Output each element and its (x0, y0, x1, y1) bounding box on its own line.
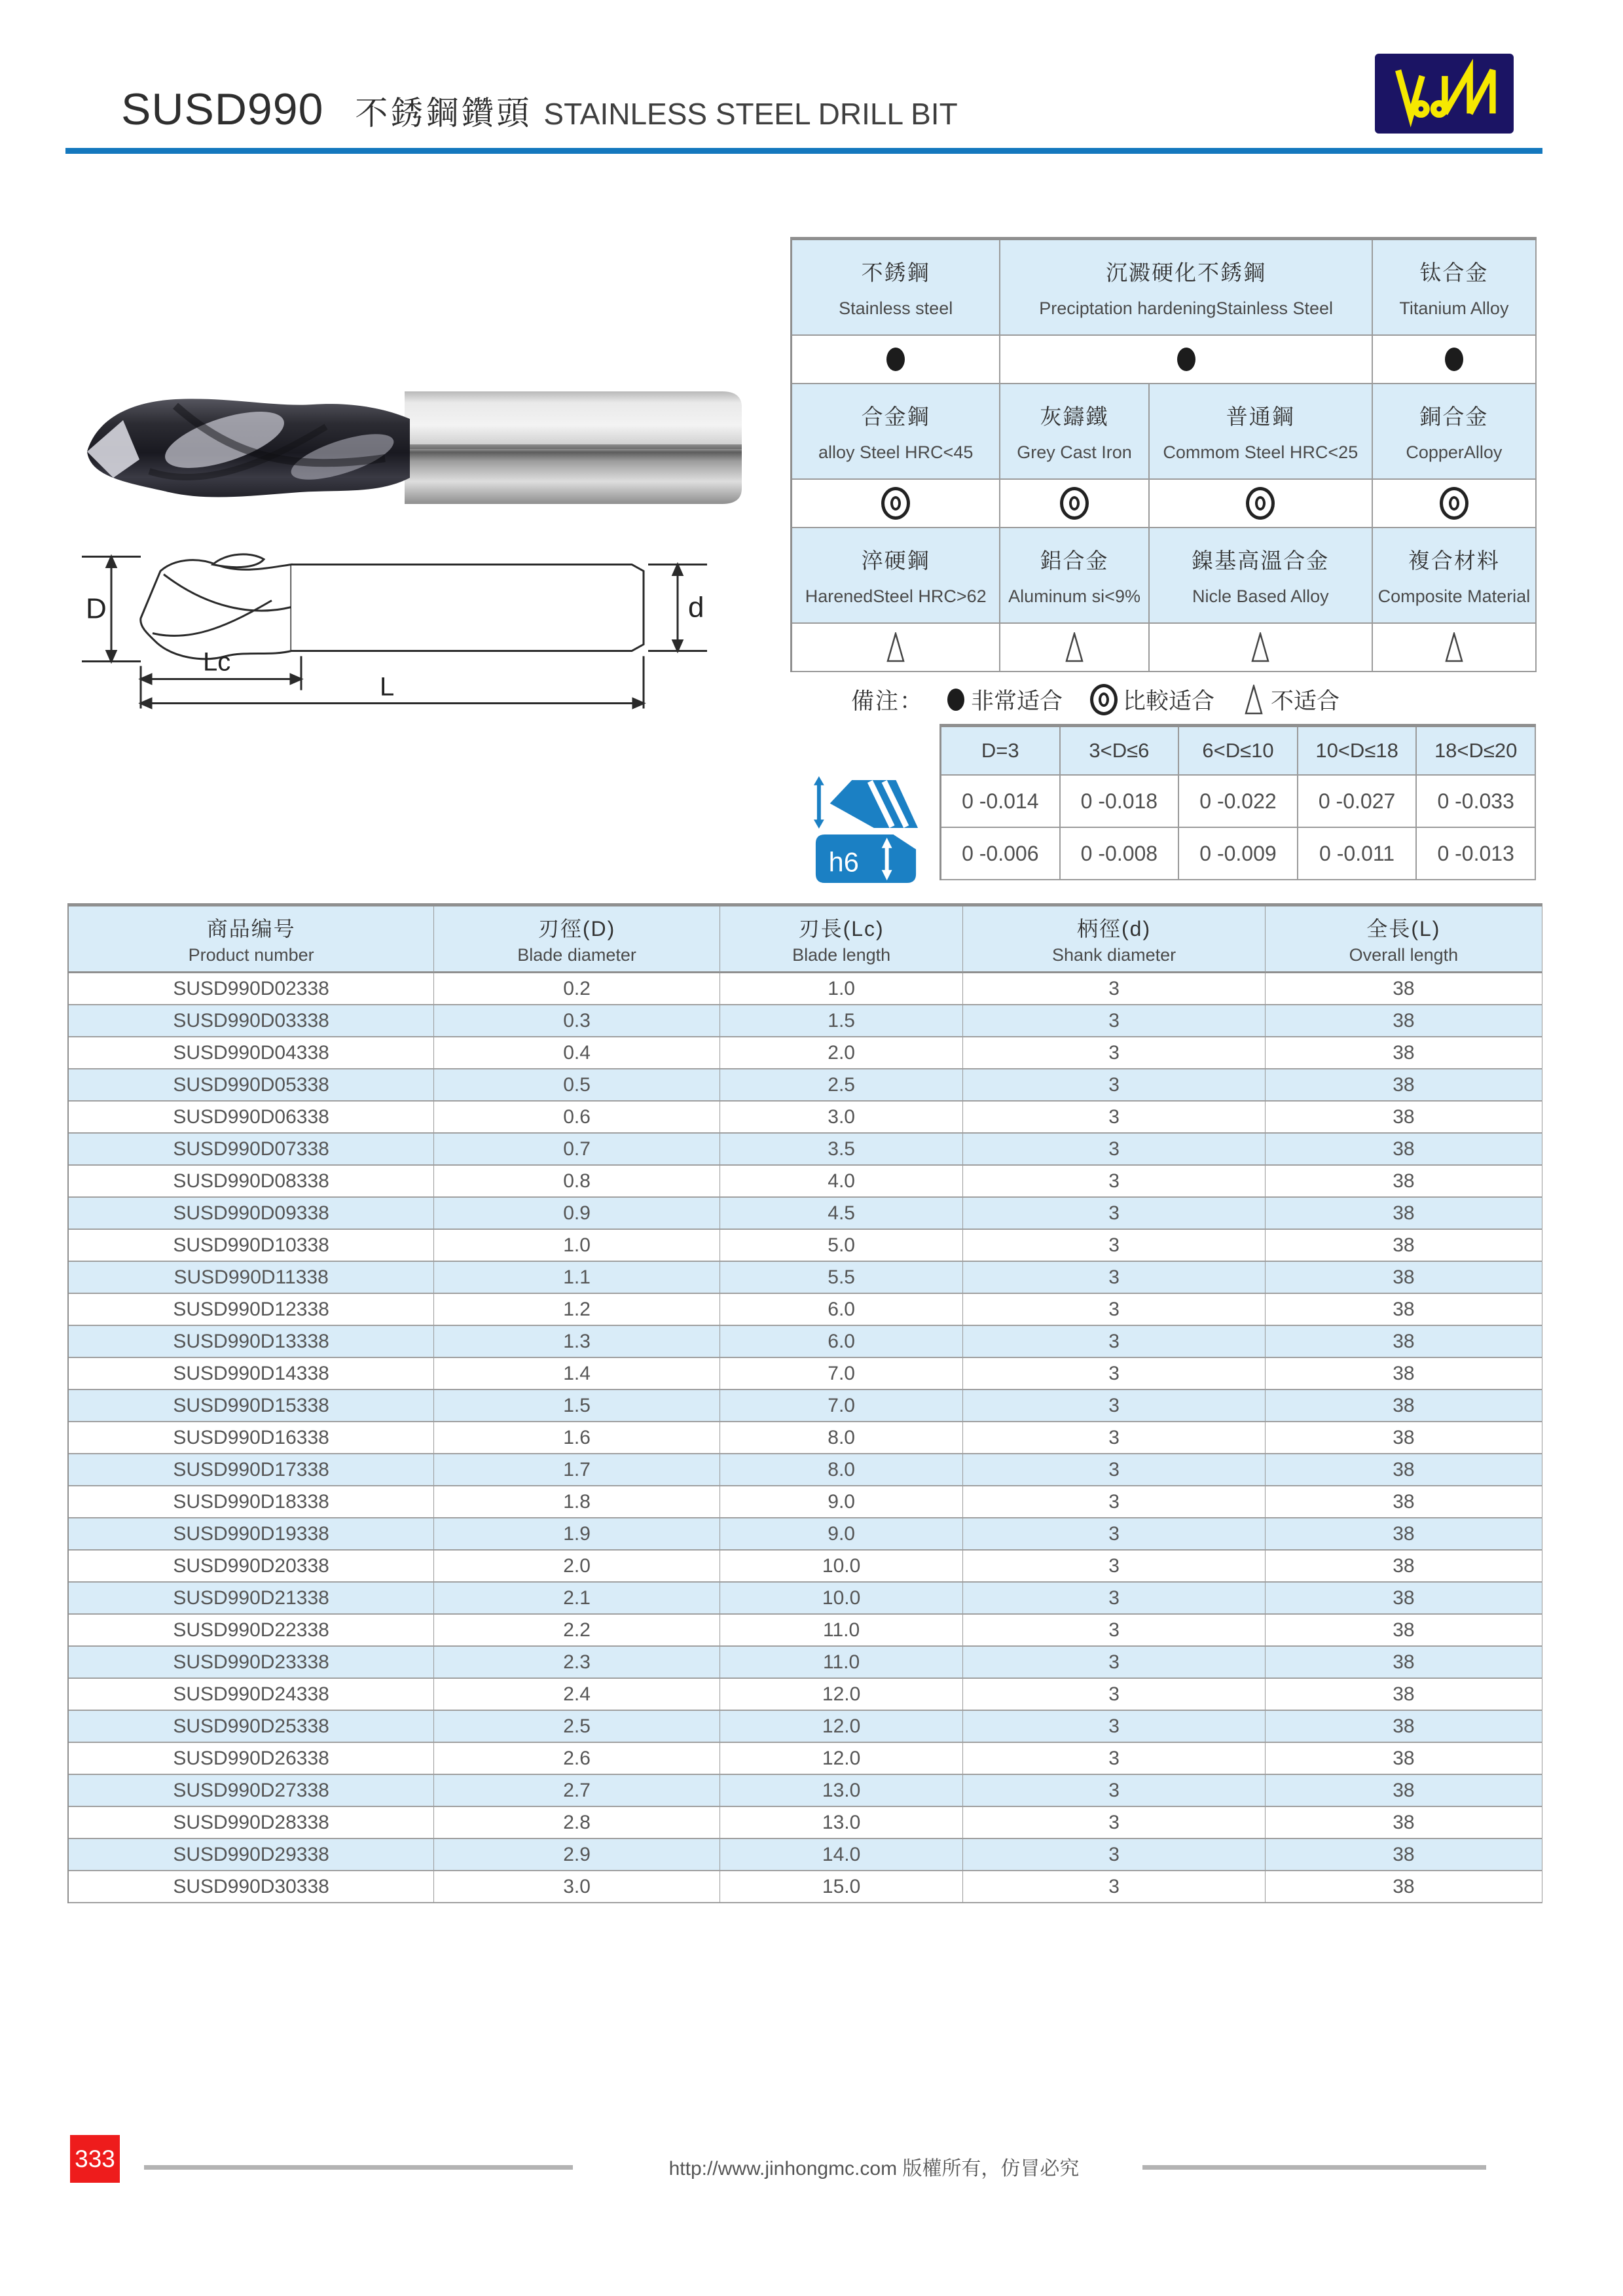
product-number-cell: SUSD990D26338 (69, 1743, 434, 1775)
product-value-cell: 3 (963, 1647, 1265, 1679)
triangle-symbol (1249, 632, 1272, 662)
column-title-en: Product number (188, 944, 314, 965)
tolerance-header-cell: 18<D≤20 (1417, 727, 1536, 776)
material-name-en: Commom Steel HRC<25 (1163, 442, 1359, 462)
column-title-en: Blade diameter (517, 944, 636, 965)
product-value-cell: 3 (963, 1005, 1265, 1037)
product-number-cell: SUSD990D22338 (69, 1615, 434, 1647)
dim-label-D: D (86, 592, 107, 625)
tolerance-value-cell: 0 -0.018 (1061, 776, 1180, 828)
product-value-cell: 38 (1266, 1358, 1542, 1390)
product-number-cell: SUSD990D08338 (69, 1166, 434, 1198)
product-number-cell: SUSD990D07338 (69, 1134, 434, 1166)
material-header-cell (792, 240, 1000, 336)
material-header-cell (1150, 384, 1373, 480)
product-value-cell: 10.0 (720, 1583, 963, 1615)
product-value-cell: 0.8 (434, 1166, 720, 1198)
product-number-cell: SUSD990D12338 (69, 1294, 434, 1326)
material-name-en: Composite Material (1377, 586, 1531, 606)
product-number-cell: SUSD990D18338 (69, 1486, 434, 1518)
legend-item-label: 比較适合 (1123, 689, 1215, 714)
product-value-cell: 12.0 (720, 1711, 963, 1743)
product-value-cell: 38 (1266, 1390, 1542, 1422)
product-value-cell: 0.7 (434, 1134, 720, 1166)
product-value-cell: 3 (963, 1807, 1265, 1839)
product-value-cell: 38 (1266, 1422, 1542, 1454)
dimension-diagram (75, 543, 730, 710)
product-value-cell: 12.0 (720, 1743, 963, 1775)
product-number-cell: SUSD990D15338 (69, 1390, 434, 1422)
product-number-cell: SUSD990D27338 (69, 1775, 434, 1807)
product-value-cell: 38 (1266, 1037, 1542, 1069)
material-name-en: Titanium Alloy (1399, 298, 1509, 318)
product-number-cell: SUSD990D16338 (69, 1422, 434, 1454)
material-name-zh: 複合材料 (1408, 548, 1500, 573)
material-name-zh: 灰鑄鐵 (1040, 404, 1109, 429)
product-value-cell: 3.0 (434, 1871, 720, 1903)
dim-label-Lc: Lc (203, 647, 231, 677)
product-value-cell: 7.0 (720, 1358, 963, 1390)
material-suitability-cell (792, 624, 1000, 672)
product-value-cell: 38 (1266, 1743, 1542, 1775)
double-circle-symbol (1060, 487, 1089, 520)
product-number-cell: SUSD990D28338 (69, 1807, 434, 1839)
product-value-cell: 38 (1266, 1551, 1542, 1583)
product-value-cell: 10.0 (720, 1551, 963, 1583)
product-value-cell: 2.9 (434, 1839, 720, 1871)
material-name-en: Preciptation hardeningStainless Steel (1039, 298, 1333, 318)
product-value-cell: 5.5 (720, 1262, 963, 1294)
product-value-cell: 3.5 (720, 1134, 963, 1166)
product-value-cell: 14.0 (720, 1839, 963, 1871)
material-name-zh: 不銹鋼 (861, 260, 930, 285)
material-suitability-cell (1000, 480, 1149, 528)
product-value-cell: 2.4 (434, 1679, 720, 1711)
product-value-cell: 2.0 (434, 1551, 720, 1583)
product-table-header-cell (1266, 906, 1542, 973)
product-value-cell: 38 (1266, 1679, 1542, 1711)
material-suitability-cell (1150, 624, 1373, 672)
product-value-cell: 38 (1266, 1647, 1542, 1679)
h6-label: h6 (828, 846, 859, 878)
suitability-legend (851, 679, 1367, 720)
product-value-cell: 38 (1266, 1775, 1542, 1807)
product-value-cell: 11.0 (720, 1615, 963, 1647)
product-value-cell: 38 (1266, 973, 1542, 1005)
product-value-cell: 3 (963, 1422, 1265, 1454)
product-number-cell: SUSD990D25338 (69, 1711, 434, 1743)
product-value-cell: 38 (1266, 1230, 1542, 1262)
page-number-badge (70, 2135, 120, 2183)
column-title-zh: 商品编号 (206, 917, 296, 941)
legend-item (1090, 683, 1214, 716)
material-name-zh: 沉澱硬化不銹鋼 (1106, 260, 1267, 285)
product-value-cell: 38 (1266, 1615, 1542, 1647)
product-number-cell: SUSD990D21338 (69, 1583, 434, 1615)
tolerance-table (939, 724, 1536, 880)
product-number-cell: SUSD990D24338 (69, 1679, 434, 1711)
material-header-cell (792, 384, 1000, 480)
tolerance-value-cell: 0 -0.008 (1061, 828, 1180, 880)
product-number-cell: SUSD990D03338 (69, 1005, 434, 1037)
product-value-cell: 8.0 (720, 1422, 963, 1454)
legend-item (1242, 683, 1340, 716)
material-header-cell (792, 528, 1000, 624)
tolerance-value-cell: 0 -0.027 (1298, 776, 1417, 828)
product-number-cell: SUSD990D20338 (69, 1551, 434, 1583)
product-value-cell: 3 (963, 1326, 1265, 1358)
material-header-cell (1373, 528, 1537, 624)
product-value-cell: 38 (1266, 1262, 1542, 1294)
column-title-zh: 全長(L) (1366, 917, 1441, 941)
product-value-cell: 38 (1266, 1198, 1542, 1230)
tolerance-value-cell: 0 -0.022 (1179, 776, 1298, 828)
product-table (67, 903, 1542, 1903)
filled-circle-symbol (1445, 348, 1463, 371)
product-number-cell: SUSD990D30338 (69, 1871, 434, 1903)
material-header-cell (1150, 528, 1373, 624)
product-value-cell: 0.2 (434, 973, 720, 1005)
tolerance-header-cell: 6<D≤10 (1179, 727, 1298, 776)
product-value-cell: 38 (1266, 1711, 1542, 1743)
double-circle-symbol (1440, 487, 1468, 520)
product-value-cell: 38 (1266, 1486, 1542, 1518)
product-value-cell: 0.5 (434, 1069, 720, 1102)
product-value-cell: 1.9 (434, 1518, 720, 1551)
product-value-cell: 12.0 (720, 1679, 963, 1711)
material-name-zh: 普通鋼 (1226, 404, 1295, 429)
product-value-cell: 0.9 (434, 1198, 720, 1230)
product-value-cell: 1.7 (434, 1454, 720, 1486)
product-table-header-cell (720, 906, 963, 973)
legend-item (947, 683, 1063, 716)
product-value-cell: 2.6 (434, 1743, 720, 1775)
material-suitability-cell (1000, 624, 1149, 672)
product-table-header-cell (434, 906, 720, 973)
product-number-cell: SUSD990D04338 (69, 1037, 434, 1069)
tolerance-header-cell: 3<D≤6 (1061, 727, 1180, 776)
product-value-cell: 3 (963, 1518, 1265, 1551)
product-value-cell: 13.0 (720, 1775, 963, 1807)
legend-item-label: 不适合 (1271, 689, 1340, 714)
product-value-cell: 3 (963, 1711, 1265, 1743)
tolerance-value-cell: 0 -0.011 (1298, 828, 1417, 880)
material-name-en: Nicle Based Alloy (1192, 586, 1329, 606)
product-value-cell: 38 (1266, 1326, 1542, 1358)
page-title (121, 84, 958, 135)
product-value-cell: 3 (963, 1615, 1265, 1647)
product-table-header-cell (963, 906, 1265, 973)
tolerance-header-cell: 10<D≤18 (1298, 727, 1417, 776)
filled-circle-symbol (947, 689, 964, 711)
product-number-cell: SUSD990D14338 (69, 1358, 434, 1390)
product-value-cell: 1.2 (434, 1294, 720, 1326)
product-number-cell: SUSD990D29338 (69, 1839, 434, 1871)
product-number-cell: SUSD990D02338 (69, 973, 434, 1005)
product-value-cell: 4.0 (720, 1166, 963, 1198)
header-divider (65, 148, 1542, 154)
product-value-cell: 9.0 (720, 1486, 963, 1518)
product-value-cell: 38 (1266, 1583, 1542, 1615)
product-number-cell: SUSD990D09338 (69, 1198, 434, 1230)
product-value-cell: 3 (963, 1679, 1265, 1711)
product-value-cell: 6.0 (720, 1294, 963, 1326)
product-value-cell: 1.5 (720, 1005, 963, 1037)
triangle-symbol (1063, 632, 1086, 662)
product-value-cell: 6.0 (720, 1326, 963, 1358)
product-value-cell: 3 (963, 1775, 1265, 1807)
tolerance-header-cell: D=3 (941, 727, 1061, 776)
material-header-cell (1373, 240, 1537, 336)
shank-h6-icon (810, 831, 922, 886)
product-value-cell: 38 (1266, 1102, 1542, 1134)
material-name-en: alloy Steel HRC<45 (818, 442, 974, 462)
product-number-cell: SUSD990D19338 (69, 1518, 434, 1551)
filled-circle-symbol (1177, 348, 1195, 371)
product-value-cell: 1.0 (434, 1230, 720, 1262)
product-title-en: STAINLESS STEEL DRILL BIT (543, 97, 958, 131)
triangle-symbol (1242, 685, 1266, 715)
product-value-cell: 2.3 (434, 1647, 720, 1679)
double-circle-symbol (881, 487, 910, 520)
column-title-zh: 刃徑(D) (538, 917, 616, 941)
product-value-cell: 3 (963, 1069, 1265, 1102)
product-value-cell: 3 (963, 1486, 1265, 1518)
product-value-cell: 2.2 (434, 1615, 720, 1647)
product-value-cell: 2.0 (720, 1037, 963, 1069)
copyright-text: http://www.jinhongmc.com 版權所有，仿冒必究 (668, 2158, 1080, 2179)
material-header-cell (1000, 240, 1372, 336)
product-value-cell: 0.3 (434, 1005, 720, 1037)
product-value-cell: 38 (1266, 1166, 1542, 1198)
product-value-cell: 1.6 (434, 1422, 720, 1454)
product-value-cell: 13.0 (720, 1807, 963, 1839)
product-title-zh: 不銹鋼鑽頭 (355, 95, 532, 132)
material-suitability-cell (1000, 336, 1372, 384)
material-header-cell (1000, 384, 1149, 480)
column-title-en: Overall length (1349, 944, 1459, 965)
tolerance-value-cell: 0 -0.014 (941, 776, 1061, 828)
product-value-cell: 0.6 (434, 1102, 720, 1134)
material-suitability-table (790, 237, 1537, 672)
material-name-zh: 钛合金 (1419, 260, 1489, 285)
triangle-symbol (1442, 632, 1466, 662)
material-header-cell (1373, 384, 1537, 480)
material-name-zh: 淬硬鋼 (861, 548, 930, 573)
product-value-cell: 7.0 (720, 1390, 963, 1422)
model-number: SUSD990 (121, 84, 324, 134)
tolerance-value-cell: 0 -0.006 (941, 828, 1061, 880)
material-name-en: HarenedSteel HRC>62 (805, 586, 987, 606)
product-value-cell: 3 (963, 1262, 1265, 1294)
legend-label: 備注： (851, 689, 924, 714)
material-suitability-cell (1373, 624, 1537, 672)
product-value-cell: 9.0 (720, 1518, 963, 1551)
product-value-cell: 3 (963, 1102, 1265, 1134)
product-value-cell: 3 (963, 1230, 1265, 1262)
product-number-cell: SUSD990D11338 (69, 1262, 434, 1294)
product-value-cell: 38 (1266, 1871, 1542, 1903)
product-value-cell: 3 (963, 1871, 1265, 1903)
product-value-cell: 38 (1266, 1134, 1542, 1166)
product-value-cell: 8.0 (720, 1454, 963, 1486)
product-value-cell: 2.1 (434, 1583, 720, 1615)
material-name-en: Grey Cast Iron (1017, 442, 1132, 462)
material-name-en: Aluminum si<9% (1008, 586, 1140, 606)
product-value-cell: 3 (963, 1390, 1265, 1422)
product-value-cell: 3 (963, 1358, 1265, 1390)
material-header-cell (1000, 528, 1149, 624)
product-value-cell: 38 (1266, 1454, 1542, 1486)
column-title-zh: 刃長(Lc) (798, 917, 884, 941)
product-value-cell: 2.7 (434, 1775, 720, 1807)
footer-divider-left (144, 2165, 573, 2170)
drill-bit-photo (77, 380, 752, 517)
product-value-cell: 3 (963, 1037, 1265, 1069)
product-number-cell: SUSD990D13338 (69, 1326, 434, 1358)
material-name-zh: 鋁合金 (1040, 548, 1109, 573)
product-value-cell: 11.0 (720, 1647, 963, 1679)
material-suitability-cell (1150, 480, 1373, 528)
triangle-symbol (884, 632, 907, 662)
material-suitability-cell (1373, 480, 1537, 528)
brand-logo (1375, 54, 1514, 134)
material-name-zh: 銅合金 (1419, 404, 1489, 429)
blade-tolerance-icon (810, 775, 922, 830)
product-value-cell: 1.5 (434, 1390, 720, 1422)
product-value-cell: 38 (1266, 1069, 1542, 1102)
product-value-cell: 3 (963, 1551, 1265, 1583)
footer-divider-right (1142, 2165, 1486, 2170)
column-title-en: Shank diameter (1052, 944, 1176, 965)
product-value-cell: 3 (963, 973, 1265, 1005)
product-value-cell: 3 (963, 1839, 1265, 1871)
product-number-cell: SUSD990D10338 (69, 1230, 434, 1262)
product-number-cell: SUSD990D06338 (69, 1102, 434, 1134)
product-table-header-cell (69, 906, 434, 973)
product-value-cell: 2.5 (434, 1711, 720, 1743)
product-value-cell: 15.0 (720, 1871, 963, 1903)
product-value-cell: 38 (1266, 1807, 1542, 1839)
product-value-cell: 1.3 (434, 1326, 720, 1358)
tolerance-value-cell: 0 -0.033 (1417, 776, 1536, 828)
legend-item-label: 非常适合 (971, 689, 1063, 714)
material-name-zh: 鎳基高溫合金 (1192, 548, 1330, 573)
product-value-cell: 0.4 (434, 1037, 720, 1069)
filled-circle-symbol (886, 348, 905, 371)
product-value-cell: 3 (963, 1743, 1265, 1775)
material-suitability-cell (792, 336, 1000, 384)
brand-logo-icon (1380, 59, 1508, 128)
product-value-cell: 5.0 (720, 1230, 963, 1262)
product-value-cell: 38 (1266, 1839, 1542, 1871)
page-number: 333 (75, 2145, 115, 2172)
column-title-en: Blade length (792, 944, 891, 965)
product-value-cell: 1.4 (434, 1358, 720, 1390)
product-value-cell: 3 (963, 1198, 1265, 1230)
material-name-en: Stainless steel (839, 298, 953, 318)
product-value-cell: 3 (963, 1583, 1265, 1615)
material-suitability-cell (1373, 336, 1537, 384)
legend-items (947, 683, 1367, 716)
product-value-cell: 4.5 (720, 1198, 963, 1230)
material-name-en: CopperAlloy (1406, 442, 1503, 462)
product-value-cell: 2.8 (434, 1807, 720, 1839)
product-number-cell: SUSD990D05338 (69, 1069, 434, 1102)
dim-label-L: L (380, 672, 395, 702)
product-value-cell: 3 (963, 1294, 1265, 1326)
product-value-cell: 1.8 (434, 1486, 720, 1518)
product-value-cell: 1.0 (720, 973, 963, 1005)
product-value-cell: 3 (963, 1166, 1265, 1198)
product-value-cell: 38 (1266, 1518, 1542, 1551)
product-value-cell: 3 (963, 1134, 1265, 1166)
product-value-cell: 3 (963, 1454, 1265, 1486)
tolerance-value-cell: 0 -0.013 (1417, 828, 1536, 880)
double-circle-symbol (1090, 684, 1118, 715)
dim-label-d: d (688, 591, 704, 624)
column-title-zh: 柄徑(d) (1076, 917, 1152, 941)
tolerance-value-cell: 0 -0.009 (1179, 828, 1298, 880)
product-value-cell: 38 (1266, 1294, 1542, 1326)
double-circle-symbol (1246, 487, 1275, 520)
material-name-zh: 合金鋼 (861, 404, 930, 429)
product-number-cell: SUSD990D23338 (69, 1647, 434, 1679)
product-value-cell: 1.1 (434, 1262, 720, 1294)
product-value-cell: 38 (1266, 1005, 1542, 1037)
product-number-cell: SUSD990D17338 (69, 1454, 434, 1486)
product-value-cell: 3.0 (720, 1102, 963, 1134)
product-value-cell: 2.5 (720, 1069, 963, 1102)
material-suitability-cell (792, 480, 1000, 528)
